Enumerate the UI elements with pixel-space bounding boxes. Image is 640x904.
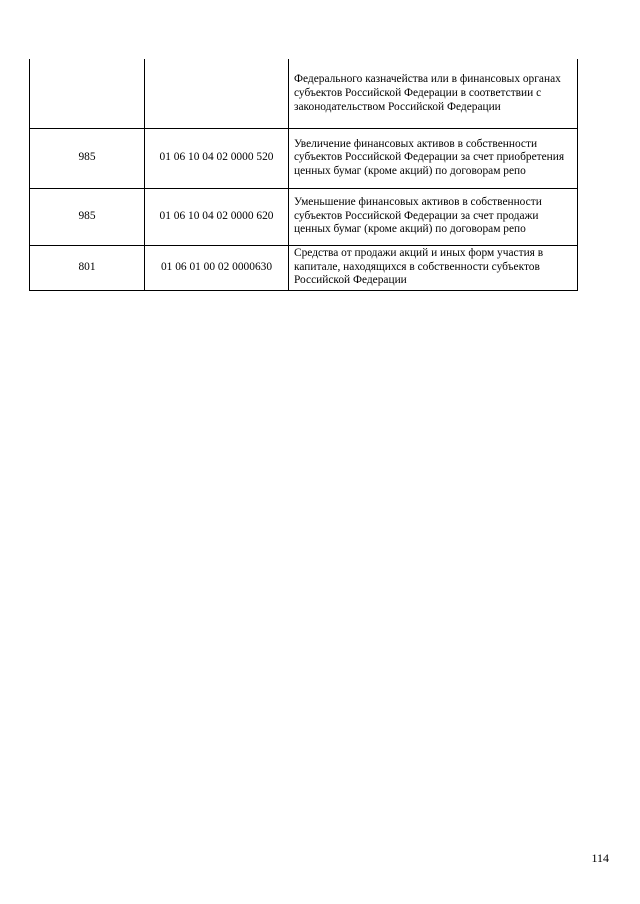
table-row xyxy=(30,245,578,290)
description-cell: Увеличение финансовых активов в собственности субъектов Российской Федерации за счет приобретения ценных бумаг (кроме акций) по договорам репо xyxy=(289,128,578,188)
admin-code-cell xyxy=(30,59,145,128)
table-row xyxy=(30,128,578,188)
table-row xyxy=(30,188,578,245)
page-number: 114 xyxy=(591,851,609,865)
sources-table xyxy=(29,59,578,291)
description-cell: Уменьшение финансовых активов в собственности субъектов Российской Федерации за счет продажи ценных бумаг (кроме акций) по договорам репо xyxy=(289,188,578,245)
admin-code-cell: 801 xyxy=(30,245,145,290)
description-cell: Федерального казначейства или в финансовых органах субъектов Российской Федерации в соответствии с законодательством Российской Федерации xyxy=(289,59,578,128)
source-code-cell: 01 06 10 04 02 0000 520 xyxy=(145,128,289,188)
admin-code-cell: 985 xyxy=(30,188,145,245)
admin-code-cell: 985 xyxy=(30,128,145,188)
source-code-cell: 01 06 10 04 02 0000 620 xyxy=(145,188,289,245)
source-code-cell: 01 06 01 00 02 0000630 xyxy=(145,245,289,290)
source-code-cell xyxy=(145,59,289,128)
table-row-continuation xyxy=(30,59,578,128)
description-cell: Средства от продажи акций и иных форм участия в капитале, находящихся в собственности субъектов Российской Федерации xyxy=(289,245,578,290)
